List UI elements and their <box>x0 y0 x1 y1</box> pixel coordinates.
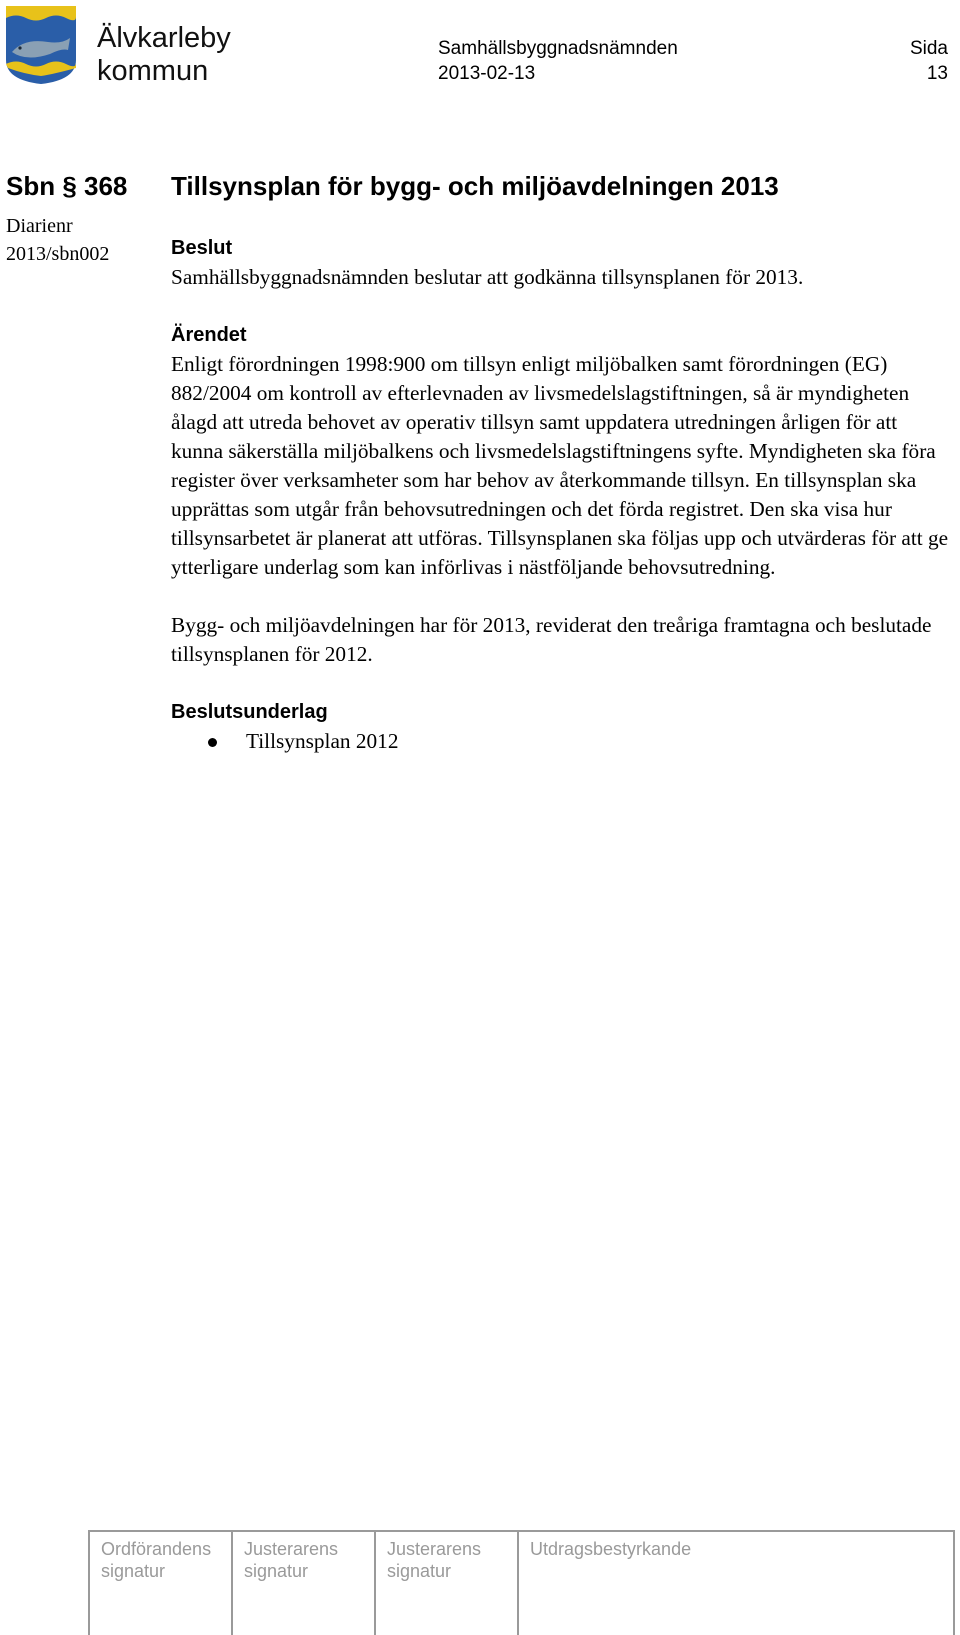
organisation-name-line2: kommun <box>97 55 209 87</box>
signature-label: signatur <box>387 1561 452 1581</box>
signature-label: Justerarens <box>387 1539 482 1559</box>
signature-label: Utdragsbestyrkande <box>530 1539 692 1559</box>
page-label: Sida <box>909 38 948 59</box>
paragraph-number: Sbn § 368 <box>6 171 128 201</box>
signature-cell-extract-certification <box>517 1532 955 1635</box>
signature-cell-adjuster-2 <box>374 1532 517 1635</box>
committee-name: Samhällsbyggnadsnämnden <box>438 38 678 59</box>
header-committee-block <box>438 36 678 86</box>
diarienr-label: Diarienr <box>6 215 73 237</box>
signature-cell-adjuster-1 <box>231 1532 374 1635</box>
diarienr-value: 2013/sbn002 <box>6 243 110 265</box>
meeting-date: 2013-02-13 <box>438 63 536 84</box>
signature-label: Justerarens <box>244 1539 339 1559</box>
basis-list <box>171 727 951 756</box>
diarienr-block <box>6 212 109 268</box>
organisation-name <box>97 22 231 88</box>
header-page-block <box>910 36 948 86</box>
list-item: Tillsynsplan 2012 <box>171 727 951 756</box>
organisation-name-line1: Älvkarleby <box>97 22 231 54</box>
municipal-coat-of-arms-salmon-icon <box>4 4 78 86</box>
protocol-content <box>171 234 951 756</box>
decision-text: Samhällsbyggnadsnämnden beslutar att godkänna tillsynsplanen för 2013. <box>171 265 804 289</box>
signature-table <box>88 1530 955 1635</box>
matter-paragraph: Bygg- och miljöavdelningen har för 2013, reviderat den treåriga framtagna och beslutade tillsynsplanen för 2012. <box>171 613 932 666</box>
page-title: Tillsynsplan för bygg- och miljöavdelningen 2013 <box>171 171 779 201</box>
matter-heading: Ärendet <box>171 324 247 346</box>
signature-label: Ordförandens <box>101 1539 212 1559</box>
signature-cell-chair <box>88 1532 231 1635</box>
matter-paragraph: Enligt förordningen 1998:900 om tillsyn enligt miljöbalken samt förordningen (EG) 882/2004 om kontroll av efterlevnaden av livsmedelslagstiftningen, så är myndigheten ålagd att utreda behovet av operativ tillsyn samt uppdatera utredningen årligen för att kunna säkerställa miljöbalkens och livsmedelslagstiftningens syfte. Myndigheten ska föra register över verksamheter som har behov av återkommande tillsyn. En tillsynsplan ska upprättas som utgår från behovsutredningen och det förda registret. Den ska visa hur tillsynsarbetet är planerat att utföras. Tillsynsplanen ska följas upp och utvärderas för att ge ytterligare underlag som kan införlivas i nästföljande behovsutredning. <box>171 352 949 579</box>
basis-heading: Beslutsunderlag <box>171 701 328 723</box>
page-number: 13 <box>926 63 948 84</box>
signature-label: signatur <box>101 1561 166 1581</box>
decision-heading: Beslut <box>171 237 233 259</box>
signature-label: signatur <box>244 1561 309 1581</box>
